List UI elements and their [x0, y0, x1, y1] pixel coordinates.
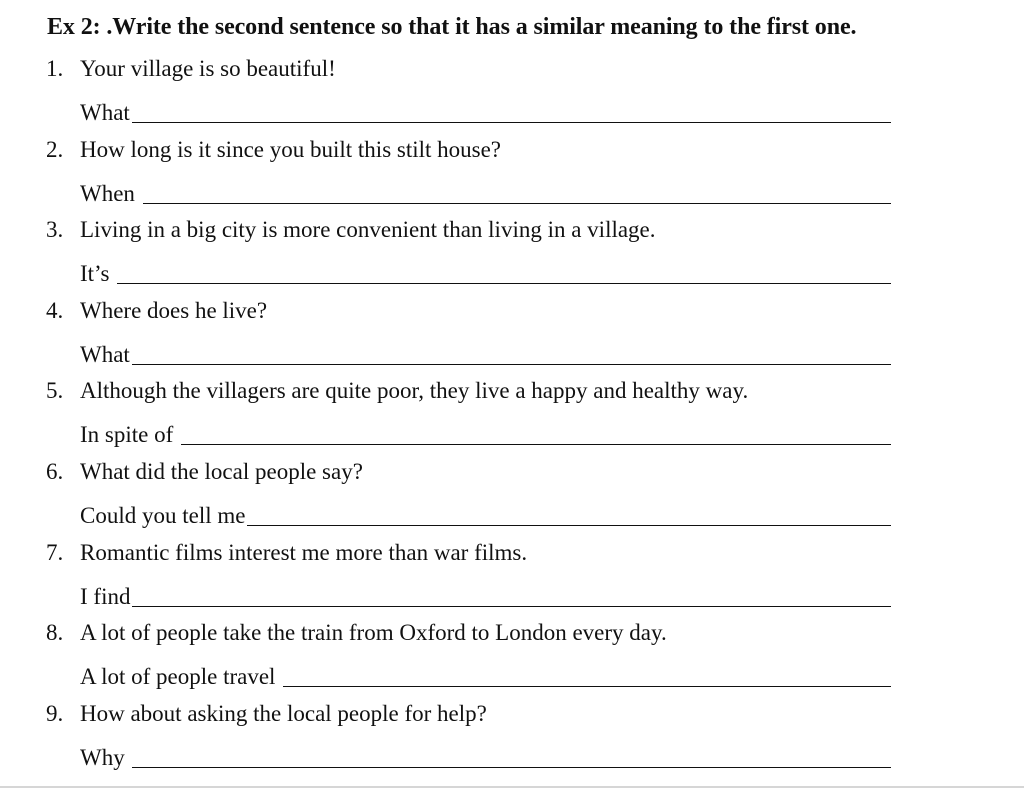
answer-blank[interactable]: [283, 686, 891, 687]
answer-line: [80, 96, 891, 126]
item-question: Although the villagers are quite poor, they live a happy and healthy way.: [80, 378, 749, 404]
exercise-item-5: [0, 376, 1024, 457]
item-question: Living in a big city is more convenient than living in a village.: [80, 217, 656, 243]
answer-line: [80, 741, 891, 771]
answer-blank[interactable]: [132, 364, 891, 365]
item-number: 4.: [46, 297, 64, 323]
item-number: 7.: [46, 539, 64, 565]
exercise-item-2: [0, 135, 1024, 216]
item-question: How about asking the local people for help?: [80, 700, 487, 726]
exercise-items: [0, 54, 1024, 779]
answer-prompt: Could you tell me: [80, 502, 246, 528]
item-question: What did the local people say?: [80, 458, 363, 484]
answer-line: [80, 499, 891, 529]
answer-prompt: Why: [80, 744, 131, 770]
answer-prompt: When: [80, 180, 141, 206]
exercise-item-8: [0, 618, 1024, 699]
answer-line: [80, 418, 891, 448]
item-question: Romantic films interest me more than war films.: [80, 539, 528, 565]
answer-blank[interactable]: [181, 444, 891, 445]
exercise-item-4: [0, 296, 1024, 377]
exercise-item-1: [0, 54, 1024, 135]
exercise-item-7: [0, 538, 1024, 619]
item-number: 2.: [46, 136, 64, 162]
item-question: A lot of people take the train from Oxford to London every day.: [80, 620, 667, 646]
exercise-item-6: [0, 457, 1024, 538]
item-number: 8.: [46, 620, 64, 646]
item-number: 3.: [46, 217, 64, 243]
answer-blank[interactable]: [247, 525, 891, 526]
answer-blank[interactable]: [117, 283, 891, 284]
answer-prompt: A lot of people travel: [80, 664, 282, 690]
answer-line: [80, 580, 891, 610]
item-question: Where does he live?: [80, 297, 268, 323]
item-number: 9.: [46, 700, 64, 726]
answer-prompt: What: [80, 100, 130, 125]
exercise-item-9: [0, 699, 1024, 780]
answer-blank[interactable]: [132, 767, 891, 768]
answer-line: [80, 338, 891, 368]
answer-prompt: In spite of: [80, 422, 180, 448]
answer-blank[interactable]: [143, 203, 891, 204]
answer-prompt: It’s: [80, 261, 116, 287]
answer-line: [80, 660, 891, 690]
item-number: 5.: [46, 378, 64, 404]
answer-blank[interactable]: [132, 122, 891, 123]
exercise-item-3: [0, 215, 1024, 296]
item-number: 1.: [46, 56, 64, 81]
item-question: Your village is so beautiful!: [80, 56, 336, 81]
answer-prompt: I find: [80, 583, 131, 609]
exercise-title: Ex 2: .Write the second sentence so that it has a similar meaning to the first one.: [47, 14, 857, 40]
answer-line: [80, 257, 891, 287]
answer-prompt: What: [80, 341, 130, 367]
answer-line: [80, 177, 891, 207]
answer-blank[interactable]: [132, 606, 891, 607]
item-question: How long is it since you built this stilt house?: [80, 136, 502, 162]
item-number: 6.: [46, 458, 64, 484]
